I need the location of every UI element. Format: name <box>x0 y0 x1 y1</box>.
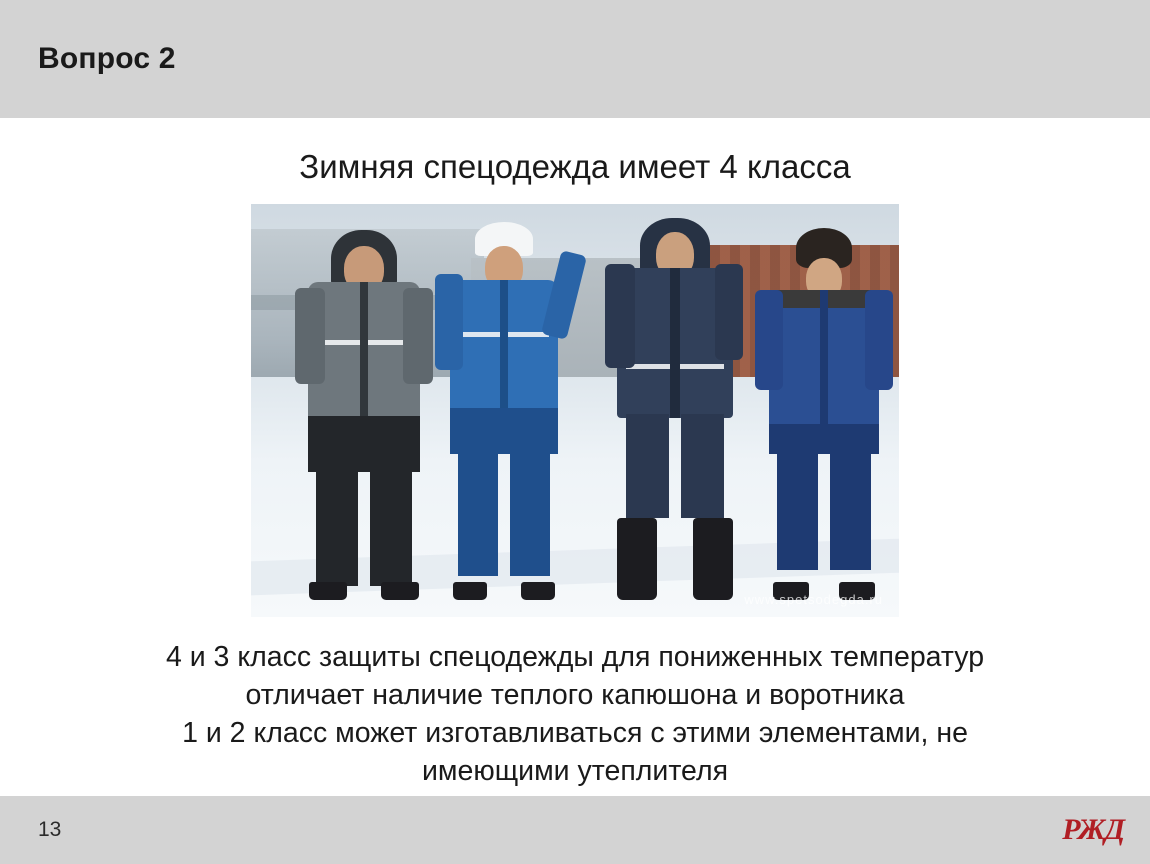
worker-2-leg-right <box>510 450 550 576</box>
worker-3-leg-left <box>626 414 669 518</box>
worker-2-boot-left <box>453 582 487 600</box>
worker-3-leg-right <box>681 414 724 518</box>
worker-1-placket <box>360 282 369 422</box>
worker-2-leg-left <box>458 450 498 576</box>
worker-2-jacket <box>450 280 558 414</box>
worker-1-arm-left <box>295 288 325 384</box>
worker-1-leg-left <box>316 468 358 586</box>
worker-2-trousers <box>458 450 550 576</box>
worker-3-boot-left <box>617 518 657 600</box>
worker-figure-1 <box>299 230 429 600</box>
caption-line-4: имеющими утеплителя <box>421 754 729 787</box>
page-number: 13 <box>38 818 62 841</box>
rzd-logo-text: РЖД <box>1062 813 1124 846</box>
worker-1-boot-right <box>381 582 419 600</box>
worker-4-arm-right <box>865 290 893 390</box>
worker-4-leg-right <box>830 450 871 570</box>
worker-4-leg-left <box>777 450 818 570</box>
worker-1-arm-right <box>403 288 433 384</box>
slide-body <box>0 118 1150 796</box>
page-title: Вопрос 2 <box>38 42 176 75</box>
workwear-photo <box>251 204 899 617</box>
worker-3-placket <box>670 268 679 418</box>
worker-figure-4 <box>761 228 887 600</box>
worker-3-boot-right <box>693 518 733 600</box>
slide-header <box>0 0 1150 118</box>
photo-watermark: www.spetsodegda.ru <box>744 592 883 607</box>
worker-3-arm-left <box>605 264 635 368</box>
worker-2-placket <box>500 280 509 414</box>
worker-4-trousers <box>777 450 871 570</box>
rzd-logo <box>1062 813 1124 847</box>
worker-3-arm-right <box>715 264 743 360</box>
worker-3-trousers <box>626 414 724 518</box>
caption-line-1: 4 и 3 класс защиты спецодежды для пониженных температур <box>165 641 985 673</box>
worker-4-jacket <box>769 290 879 430</box>
worker-2-arm-left <box>435 274 463 370</box>
slide-subtitle: Зимняя спецодежда имеет 4 класса <box>299 148 851 185</box>
caption-line-3: 1 и 2 класс может изготавливаться с этими элементами, не <box>182 716 968 749</box>
worker-1-leg-right <box>370 468 412 586</box>
worker-4-placket <box>820 290 829 430</box>
worker-figure-3 <box>609 218 741 600</box>
worker-2-boot-right <box>521 582 555 600</box>
worker-2-jacket-lower <box>450 408 558 454</box>
worker-figure-2 <box>441 222 567 600</box>
slide-footer <box>0 796 1150 864</box>
worker-1-boot-left <box>309 582 347 600</box>
worker-4-arm-left <box>755 290 783 390</box>
worker-1-trousers <box>316 468 412 586</box>
worker-1-jacket-lower <box>308 416 420 472</box>
slide-caption <box>45 639 1105 791</box>
caption-line-2: отличает наличие теплого капюшона и воротника <box>245 678 905 711</box>
